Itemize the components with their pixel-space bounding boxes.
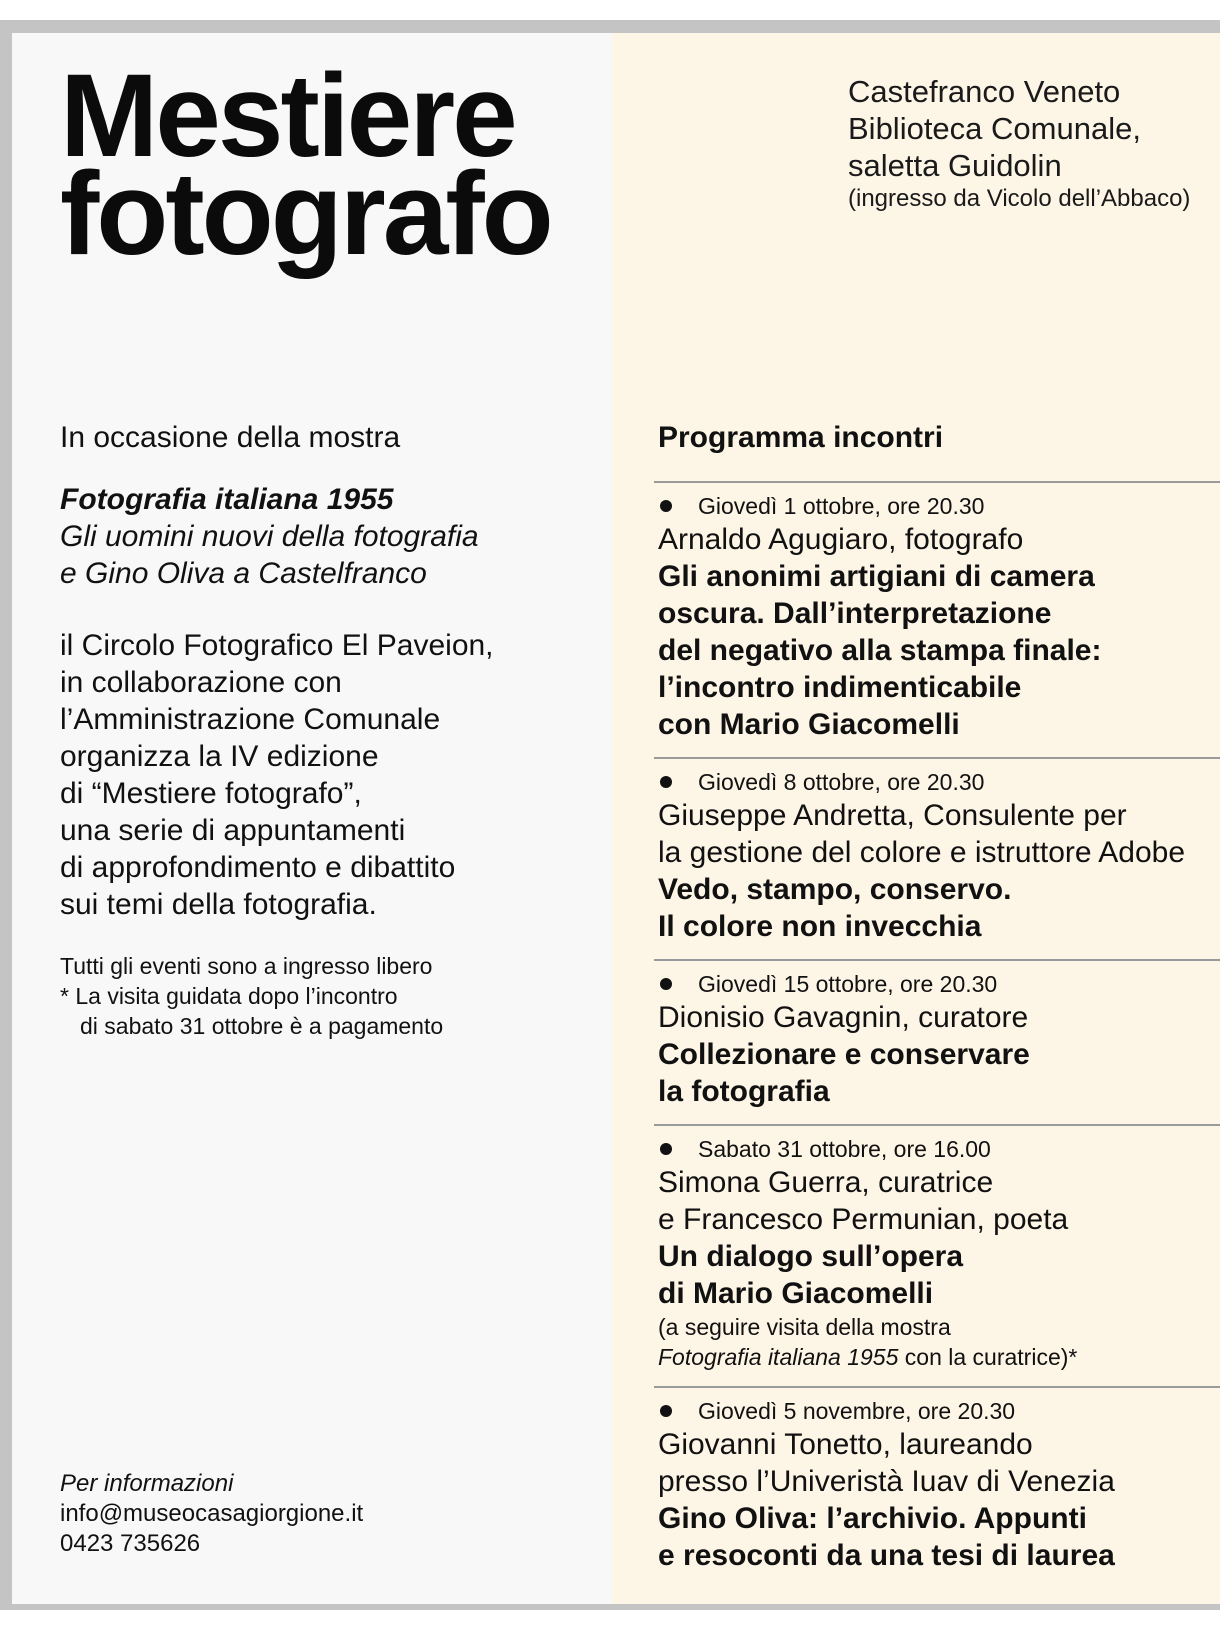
event-talk-title: Il colore non invecchia [658,910,982,943]
event-talk-title: l’incontro indimenticabile [658,671,1022,704]
event-date: Giovedì 8 ottobre, ore 20.30 [658,767,1220,797]
exhibition-subtitle-1: Gli uomini nuovi della fotografia [60,520,479,553]
event-item [654,757,1220,959]
event-talk-title: Vedo, stampo, conservo. [658,873,1012,906]
event-item [654,959,1220,1124]
event-talk-title: di Mario Giacomelli [658,1277,934,1310]
poster-title [60,50,551,280]
description-block [60,627,494,923]
venue-city: Castefranco Veneto [848,74,1121,109]
exhibition-subtitle-2: e Gino Oliva a Castelfranco [60,557,427,590]
event-speaker: Simona Guerra, curatrice [658,1166,994,1199]
top-strip [0,0,1220,20]
description-line: in collaborazione con [60,666,342,699]
event-speaker: presso l’Univeristà Iuav di Venezia [658,1465,1115,1498]
paid-visit-note-2: di sabato 31 ottobre è a pagamento [80,1013,444,1039]
event-speaker: e Francesco Permunian, poeta [658,1203,1069,1236]
contact-block [60,1469,363,1559]
contact-email[interactable]: info@museocasagiorgione.it [60,1500,364,1527]
venue-block [848,73,1190,214]
title-line-2: fotografo [60,148,551,280]
venue-room: saletta Guidolin [848,148,1062,183]
intro-text: In occasione della mostra [60,421,401,454]
event-talk-title: oscura. Dall’interpretazione [658,597,1052,630]
free-entry-note: Tutti gli eventi sono a ingresso libero [60,953,433,979]
description-line: di approfondimento e dibattito [60,851,456,884]
event-talk-title: Un dialogo sull’opera [658,1240,964,1273]
exhibition-block [60,481,479,592]
event-speaker: Giovanni Tonetto, laureando [658,1428,1033,1461]
venue-entrance: (ingresso da Vicolo dell’Abbaco) [848,185,1191,212]
event-speaker: la gestione del colore e istruttore Adobe [658,836,1186,869]
event-talk-title: Gino Oliva: l’archivio. Appunti [658,1502,1087,1535]
description-line: di “Mestiere fotografo”, [60,777,362,810]
event-date: Sabato 31 ottobre, ore 16.00 [658,1134,1220,1164]
event-item [654,1124,1220,1386]
venue-place: Biblioteca Comunale, [848,111,1141,146]
description-line: l’Amministrazione Comunale [60,703,441,736]
description-line: una serie di appuntamenti [60,814,406,847]
event-talk-title: Collezionare e conservare [658,1038,1030,1071]
event-extra-title: Fotografia italiana 1955 [658,1344,899,1370]
poster [12,33,1220,1604]
exhibition-title: Fotografia italiana 1955 [60,483,394,516]
event-item [654,1386,1220,1588]
paid-visit-note-1: * La visita guidata dopo l’incontro [60,983,398,1009]
contact-phone[interactable]: 0423 735626 [60,1530,201,1557]
event-talk-title: con Mario Giacomelli [658,708,960,741]
event-speaker: Arnaldo Agugiaro, fotografo [658,523,1024,556]
event-talk-title: la fotografia [658,1075,830,1108]
event-extra-rest: con la curatrice)* [898,1344,1078,1370]
event-extra-note: (a seguire visita della mostra [658,1314,951,1340]
description-line: organizza la IV edizione [60,740,379,773]
event-date: Giovedì 1 ottobre, ore 20.30 [658,491,1220,521]
event-item [654,481,1220,757]
event-speaker: Giuseppe Andretta, Consulente per [658,799,1127,832]
event-list [654,481,1220,1588]
contact-label: Per informazioni [60,1470,234,1497]
notes-block [60,951,443,1041]
title-line-1: Mestiere [60,50,515,182]
description-line: il Circolo Fotografico El Paveion, [60,629,494,662]
event-talk-title: Gli anonimi artigiani di camera [658,560,1095,593]
event-speaker: Dionisio Gavagnin, curatore [658,1001,1029,1034]
event-talk-title: e resoconti da una tesi di laurea [658,1539,1115,1572]
event-date: Giovedì 5 novembre, ore 20.30 [658,1396,1220,1426]
description-line: sui temi della fotografia. [60,888,377,921]
programme-heading: Programma incontri [658,421,944,454]
event-talk-title: del negativo alla stampa finale: [658,634,1102,667]
event-date: Giovedì 15 ottobre, ore 20.30 [658,969,1220,999]
event-extra-note [658,1342,1220,1372]
